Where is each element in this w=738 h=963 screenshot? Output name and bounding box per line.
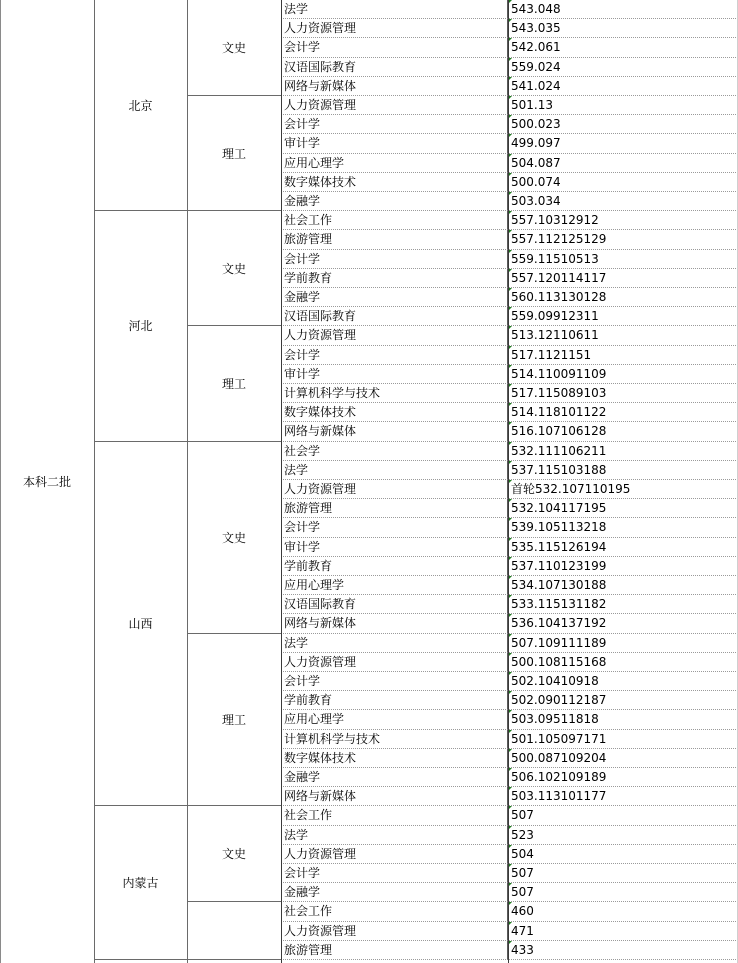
column-divider (94, 0, 95, 963)
major-cell[interactable]: 网络与新媒体 (281, 422, 508, 441)
major-cell[interactable]: 社会工作 (281, 211, 508, 230)
province-cell[interactable]: 河北 (128, 319, 153, 334)
score-cell[interactable]: 535.115126194 (508, 538, 738, 557)
major-cell[interactable]: 人力资源管理 (281, 326, 508, 345)
score-cell[interactable]: 433 (508, 941, 738, 960)
score-cell[interactable]: 514.118101122 (508, 403, 738, 422)
score-cell[interactable]: 559.11510513 (508, 250, 738, 269)
category-cell[interactable]: 文史 (221, 530, 246, 545)
major-cell[interactable]: 人力资源管理 (281, 653, 508, 672)
score-cell[interactable]: 543.048 (508, 0, 738, 19)
score-cell[interactable]: 557.10312912 (508, 211, 738, 230)
major-cell[interactable]: 学前教育 (281, 269, 508, 288)
major-cell[interactable]: 人力资源管理 (281, 19, 508, 38)
major-cell[interactable]: 应用心理学 (281, 576, 508, 595)
score-cell[interactable]: 503.09511818 (508, 710, 738, 729)
major-cell[interactable]: 计算机科学与技术 (281, 730, 508, 749)
major-cell[interactable]: 应用心理学 (281, 154, 508, 173)
major-cell[interactable]: 法学 (281, 634, 508, 653)
category-cell[interactable] (187, 902, 281, 960)
province-cell[interactable]: 山西 (128, 616, 153, 631)
score-cell[interactable]: 500.074 (508, 173, 738, 192)
major-cell[interactable]: 数字媒体技术 (281, 403, 508, 422)
major-cell[interactable]: 社会工作 (281, 806, 508, 825)
major-cell[interactable]: 网络与新媒体 (281, 77, 508, 96)
province-separator (94, 959, 187, 960)
major-cell[interactable]: 审计学 (281, 538, 508, 557)
major-cell[interactable]: 法学 (281, 461, 508, 480)
major-cell[interactable]: 汉语国际教育 (281, 595, 508, 614)
major-cell[interactable]: 网络与新媒体 (281, 787, 508, 806)
major-cell[interactable]: 会计学 (281, 250, 508, 269)
score-cell[interactable]: 523 (508, 826, 738, 845)
major-cell[interactable]: 会计学 (281, 115, 508, 134)
column-divider (281, 0, 282, 963)
score-cell[interactable]: 471 (508, 922, 738, 941)
score-cell[interactable]: 537.110123199 (508, 557, 738, 576)
category-cell[interactable]: 理工 (221, 712, 246, 727)
score-cell[interactable]: 514.110091109 (508, 365, 738, 384)
major-cell[interactable]: 学前教育 (281, 691, 508, 710)
major-cell[interactable]: 会计学 (281, 518, 508, 537)
major-cell[interactable]: 会计学 (281, 38, 508, 57)
major-cell[interactable]: 金融学 (281, 192, 508, 211)
category-cell[interactable]: 理工 (221, 146, 246, 161)
score-cell[interactable]: 507.109111189 (508, 634, 738, 653)
major-cell[interactable]: 旅游管理 (281, 499, 508, 518)
score-cell[interactable]: 504.087 (508, 154, 738, 173)
province-cell[interactable]: 内蒙古 (122, 876, 159, 891)
score-cell[interactable]: 507 (508, 883, 738, 902)
score-cell[interactable]: 503.034 (508, 192, 738, 211)
score-cell[interactable]: 500.108115168 (508, 653, 738, 672)
category-cell[interactable]: 文史 (221, 847, 246, 862)
score-cell[interactable]: 557.120114117 (508, 269, 738, 288)
score-cell[interactable]: 504 (508, 845, 738, 864)
score-cell[interactable]: 536.104137192 (508, 614, 738, 633)
score-cell[interactable]: 500.087109204 (508, 749, 738, 768)
major-cell[interactable]: 审计学 (281, 134, 508, 153)
major-cell[interactable]: 人力资源管理 (281, 480, 508, 499)
major-cell[interactable]: 数字媒体技术 (281, 749, 508, 768)
group-separator (187, 959, 281, 960)
score-cell[interactable]: 503.113101177 (508, 787, 738, 806)
category-cell[interactable]: 文史 (221, 41, 246, 55)
score-cell[interactable]: 539.105113218 (508, 518, 738, 537)
score-cell[interactable]: 460 (508, 902, 738, 921)
major-cell[interactable]: 旅游管理 (281, 230, 508, 249)
score-cell[interactable]: 517.115089103 (508, 384, 738, 403)
score-cell[interactable]: 537.115103188 (508, 461, 738, 480)
major-cell[interactable]: 应用心理学 (281, 710, 508, 729)
score-cell[interactable]: 500.023 (508, 115, 738, 134)
major-cell[interactable]: 审计学 (281, 365, 508, 384)
score-cell[interactable]: 513.12110611 (508, 326, 738, 345)
score-cell[interactable]: 559.09912311 (508, 307, 738, 326)
score-cell[interactable]: 501.13 (508, 96, 738, 115)
score-cell[interactable]: 502.090112187 (508, 691, 738, 710)
score-cell[interactable]: 507 (508, 864, 738, 883)
score-cell[interactable]: 506.102109189 (508, 768, 738, 787)
score-cell[interactable]: 533.115131182 (508, 595, 738, 614)
major-cell[interactable]: 计算机科学与技术 (281, 384, 508, 403)
column-divider (0, 0, 1, 963)
score-cell[interactable]: 501.105097171 (508, 730, 738, 749)
score-cell[interactable]: 532.104117195 (508, 499, 738, 518)
score-cell[interactable]: 541.024 (508, 77, 738, 96)
major-cell[interactable]: 法学 (281, 826, 508, 845)
major-cell[interactable]: 法学 (281, 0, 508, 19)
score-cell[interactable]: 560.113130128 (508, 288, 738, 307)
score-cell[interactable]: 543.035 (508, 19, 738, 38)
column-divider (187, 0, 188, 963)
category-cell[interactable]: 文史 (221, 261, 246, 276)
score-cell[interactable]: 517.1121151 (508, 346, 738, 365)
major-cell[interactable]: 金融学 (281, 883, 508, 902)
major-cell[interactable]: 社会工作 (281, 902, 508, 921)
category-cell[interactable]: 理工 (221, 376, 246, 391)
score-cell[interactable]: 502.10410918 (508, 672, 738, 691)
major-cell[interactable]: 人力资源管理 (281, 96, 508, 115)
score-cell[interactable]: 559.024 (508, 58, 738, 77)
batch-cell[interactable]: 本科二批 (22, 474, 71, 489)
score-cell[interactable]: 534.107130188 (508, 576, 738, 595)
score-cell[interactable]: 首轮532.107110195 (508, 480, 738, 499)
major-cell[interactable]: 金融学 (281, 288, 508, 307)
score-cell[interactable]: 499.097 (508, 134, 738, 153)
score-cell[interactable]: 507 (508, 806, 738, 825)
column-divider (508, 0, 509, 963)
score-cell[interactable]: 542.061 (508, 38, 738, 57)
major-cell[interactable]: 会计学 (281, 672, 508, 691)
major-cell[interactable]: 数字媒体技术 (281, 173, 508, 192)
score-cell[interactable]: 532.111106211 (508, 442, 738, 461)
major-cell[interactable]: 社会学 (281, 442, 508, 461)
major-cell[interactable]: 网络与新媒体 (281, 614, 508, 633)
score-cell[interactable]: 557.112125129 (508, 230, 738, 249)
major-cell[interactable]: 金融学 (281, 768, 508, 787)
major-cell[interactable]: 会计学 (281, 864, 508, 883)
major-cell[interactable]: 汉语国际教育 (281, 58, 508, 77)
major-cell[interactable]: 旅游管理 (281, 941, 508, 960)
major-cell[interactable]: 学前教育 (281, 557, 508, 576)
major-cell[interactable]: 会计学 (281, 346, 508, 365)
major-cell[interactable]: 人力资源管理 (281, 922, 508, 941)
score-cell[interactable]: 516.107106128 (508, 422, 738, 441)
major-cell[interactable]: 人力资源管理 (281, 845, 508, 864)
major-cell[interactable]: 汉语国际教育 (281, 307, 508, 326)
province-cell[interactable]: 北京 (128, 98, 153, 113)
